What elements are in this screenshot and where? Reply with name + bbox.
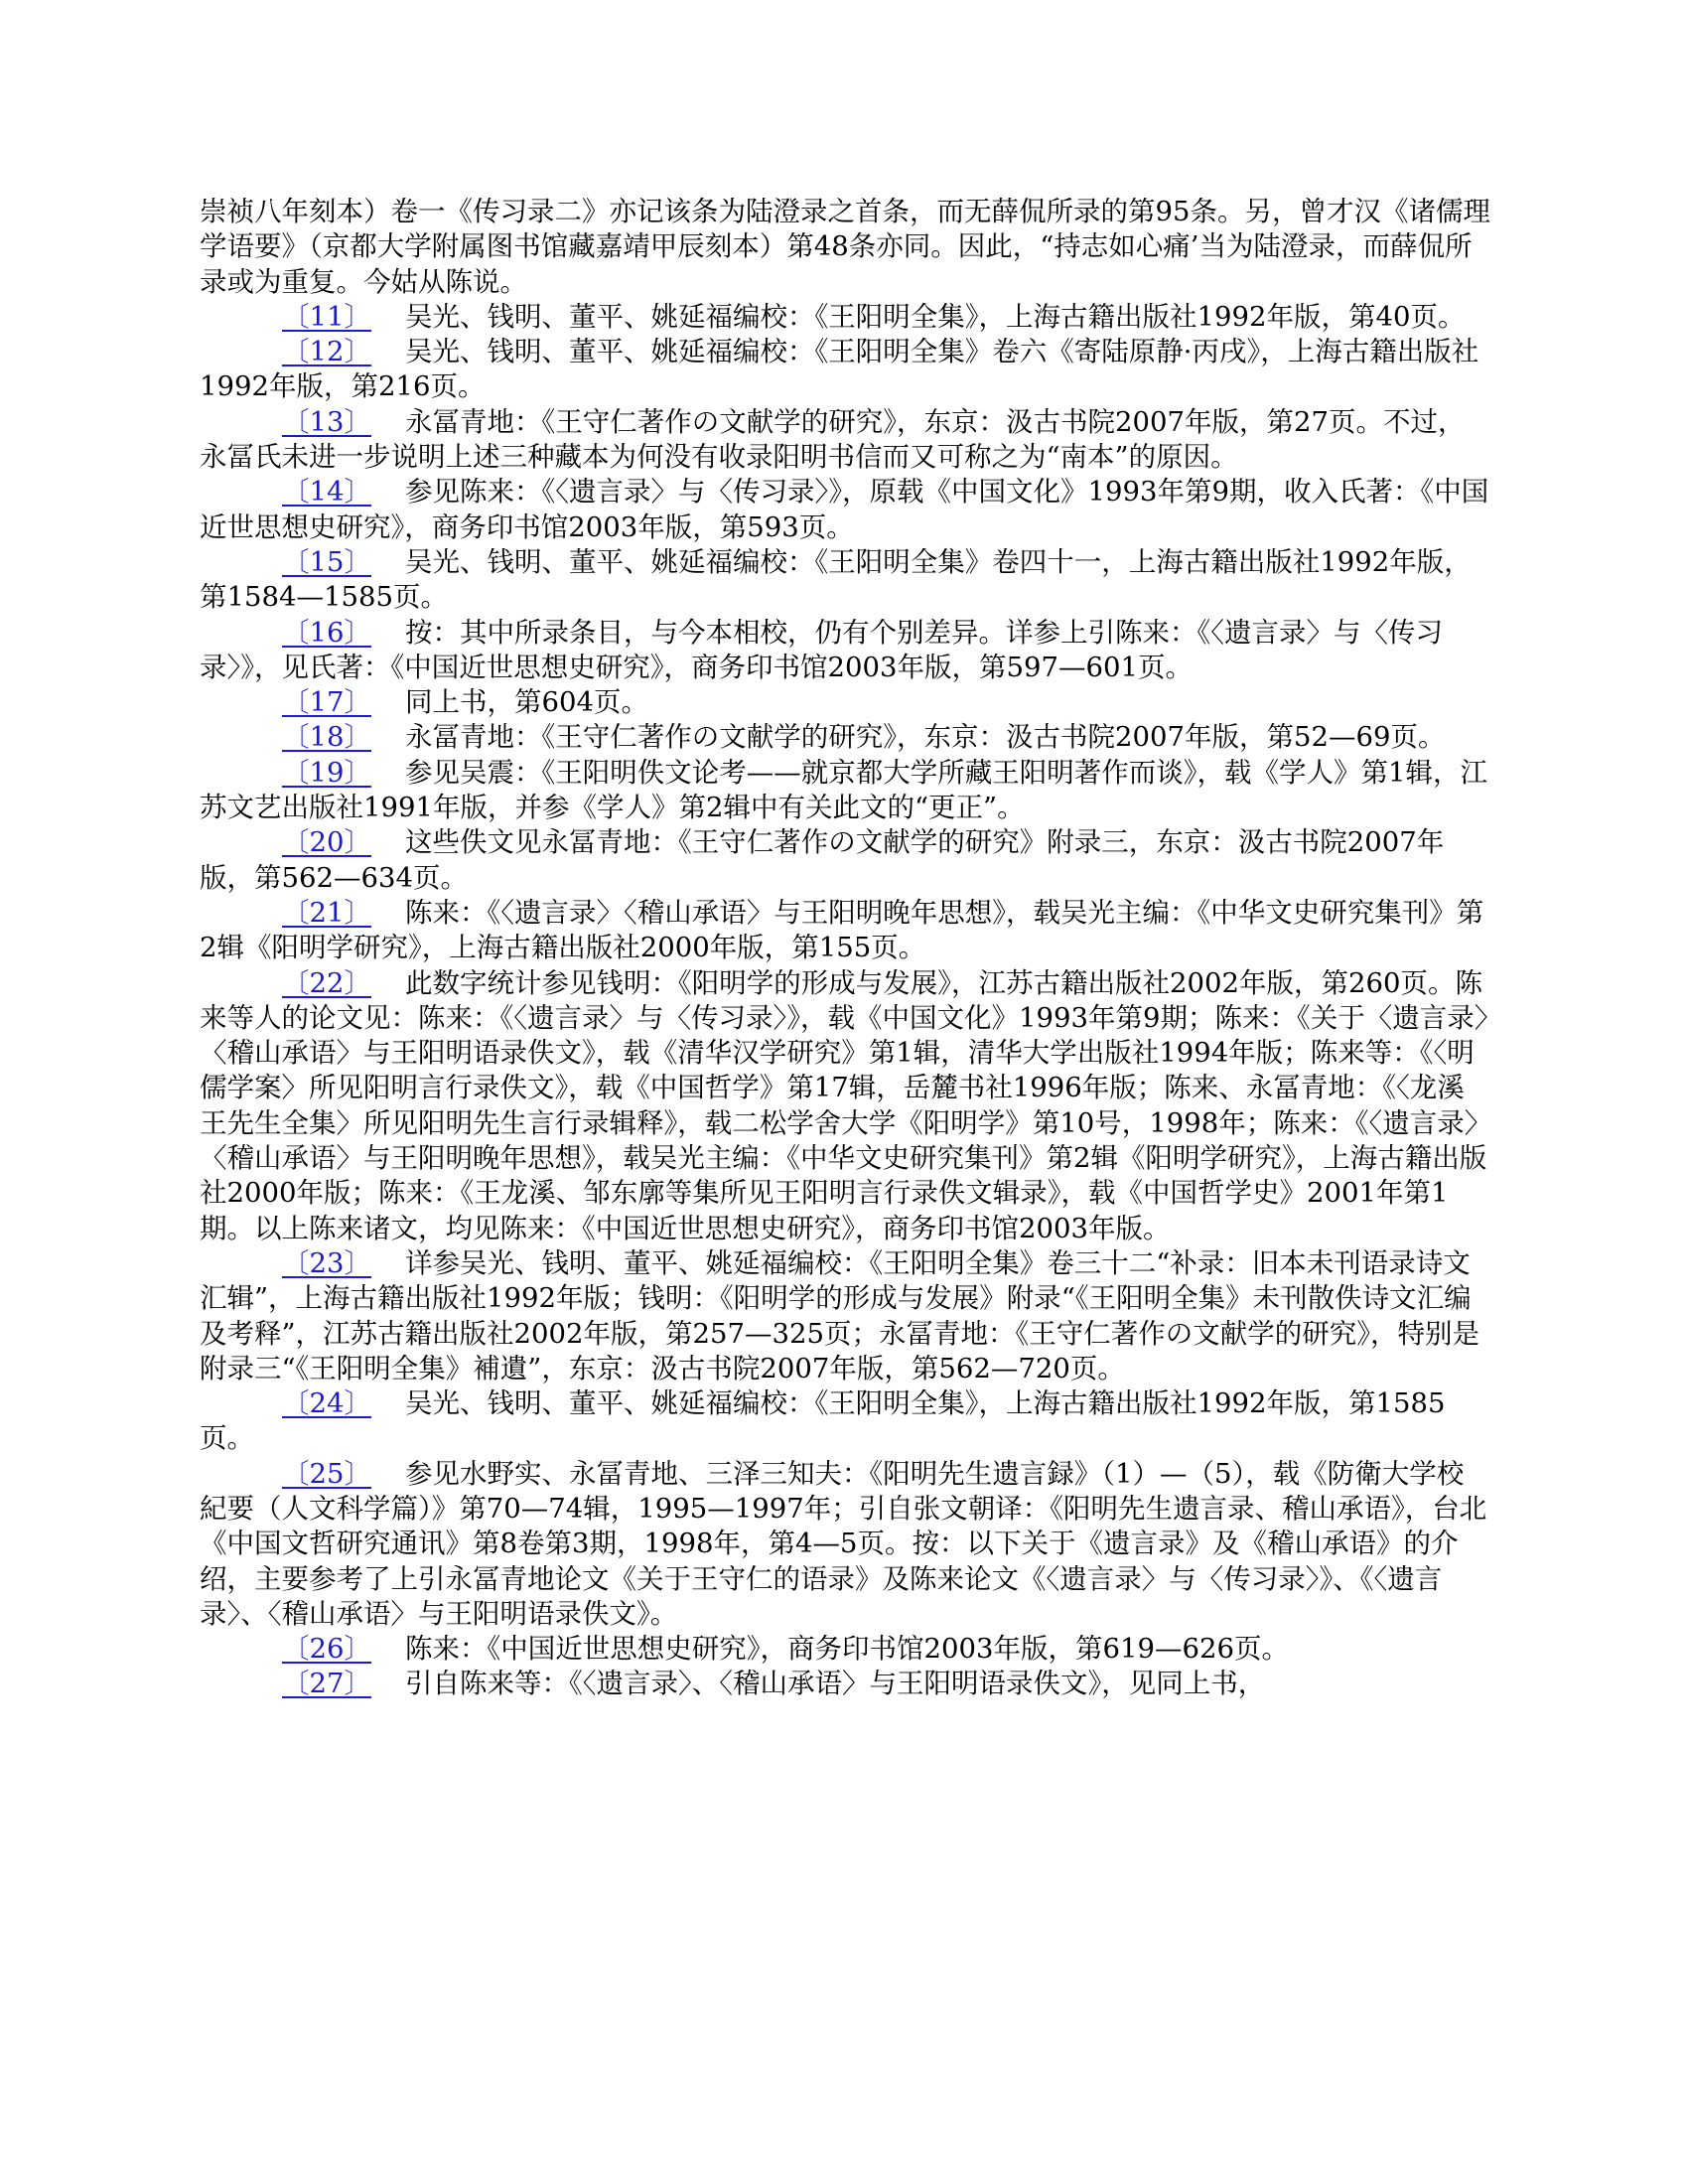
footnote-15 xyxy=(200,545,1490,616)
footnote-11 xyxy=(200,300,1490,335)
footnote-text: 此数字统计参见钱明：《阳明学的形成与发展》，江苏古籍出版社2002年版，第260页。陈来等人的论文见：陈来：《〈遗言录〉与〈传习录〉》，载《中国文化》1993年第9期；陈来：《关于〈遗言录〉〈稽山承语〉与王阳明语录佚文》，载《清华汉学研究》第1辑，清华大学出版社1994年版；陈来等：《〈明儒学案〉所见阳明言行录佚文》，载《中国哲学》第17辑，岳麓书社1996年版；陈来、永冨青地：《〈龙溪王先生全集〉所见阳明先生言行录辑释》，载二松学舍大学《阳明学》第10号，1998年；陈来：《〈遗言录〉〈稽山承语〉与王阳明晚年思想》，载吴光主编：《中华文史研究集刊》第2辑《阳明学研究》，上海古籍出版社2000年版；陈来：《王龙溪、邹东廓等集所见王阳明言行录佚文辑录》，载《中国哲学史》2001年第1期。以上陈来诸文，均见陈来：《中国近世思想史研究》，商务印书馆2003年版。 xyxy=(200,966,1488,1244)
footnote-text: 陈来：《中国近世思想史研究》，商务印书馆2003年版，第619—626页。 xyxy=(405,1633,1289,1666)
footnote-23 xyxy=(200,1246,1490,1386)
footnote-ref-link[interactable]: 〔12〕 xyxy=(282,336,371,368)
footnote-text: 吴光、钱明、董平、姚延福编校：《王阳明全集》，上海古籍出版社1992年版，第40页。 xyxy=(405,300,1466,333)
footnote-ref-link[interactable]: 〔22〕 xyxy=(282,966,371,999)
footnote-text: 陈来：《〈遗言录〉〈稽山承语〉与王阳明晚年思想》，载吴光主编：《中华文史研究集刊》第2辑《阳明学研究》，上海古籍出版社2000年版，第155页。 xyxy=(200,896,1484,964)
footnote-text: 参见吴震：《王阳明佚文论考——就京都大学所藏王阳明著作而谈》，载《学人》第1辑，江苏文艺出版社1991年版，并参《学人》第2辑中有关此文的“更正”。 xyxy=(200,756,1487,824)
footnote-ref-link[interactable]: 〔27〕 xyxy=(282,1668,371,1700)
footnotes-page xyxy=(200,195,1490,1702)
footnote-16 xyxy=(200,616,1490,686)
footnote-ref-link[interactable]: 〔26〕 xyxy=(282,1633,371,1666)
footnote-25 xyxy=(200,1457,1490,1632)
footnote-14 xyxy=(200,475,1490,545)
footnote-text: 吴光、钱明、董平、姚延福编校：《王阳明全集》，上海古籍出版社1992年版，第1585页。 xyxy=(200,1387,1446,1455)
footnote-ref-link[interactable]: 〔21〕 xyxy=(282,896,371,929)
footnote-24 xyxy=(200,1386,1490,1457)
footnote-text: 引自陈来等：《〈遗言录〉、〈稽山承语〉与王阳明语录佚文》，见同上书， xyxy=(405,1668,1266,1700)
footnote-text: 吴光、钱明、董平、姚延福编校：《王阳明全集》卷六《寄陆原静·丙戌》，上海古籍出版社1992年版，第216页。 xyxy=(200,336,1479,403)
footnote-ref-link[interactable]: 〔11〕 xyxy=(282,300,371,333)
footnote-ref-link[interactable]: 〔13〕 xyxy=(282,405,371,438)
footnote-19 xyxy=(200,756,1490,826)
footnote-text: 参见陈来：《〈遗言录〉与〈传习录〉》，原载《中国文化》1993年第9期，收入氏著：《中国近世思想史研究》，商务印书馆2003年版，第593页。 xyxy=(200,476,1489,543)
footnote-27 xyxy=(200,1667,1490,1701)
footnote-ref-link[interactable]: 〔15〕 xyxy=(282,545,371,578)
footnote-20 xyxy=(200,825,1490,896)
footnote-text: 详参吴光、钱明、董平、姚延福编校：《王阳明全集》卷三十二“补录：旧本未刊语录诗文汇辑”，上海古籍出版社1992年版；钱明：《阳明学的形成与发展》附录“《王阳明全集》未刊散佚诗文汇编及考释”，江苏古籍出版社2002年版，第257—325页；永冨青地：《王守仁著作の文献学的研究》，特别是附录三“《王阳明全集》補遺”，东京：汲古书院2007年版，第562—720页。 xyxy=(200,1246,1480,1384)
footnote-ref-link[interactable]: 〔25〕 xyxy=(282,1457,371,1490)
footnote-17 xyxy=(200,685,1490,720)
footnote-12 xyxy=(200,335,1490,405)
intro-paragraph: 崇祯八年刻本）卷一《传习录二》亦记该条为陆澄录之首条，而无薛侃所录的第95条。另，曾才汉《诸儒理学语要》（京都大学附属图书馆藏嘉靖甲辰刻本）第48条亦同。因此，“持志如心痛’当为陆澄录，而薛侃所录或为重复。今姑从陈说。 xyxy=(200,196,1490,298)
footnote-ref-link[interactable]: 〔16〕 xyxy=(282,616,371,649)
footnote-text: 永冨青地：《王守仁著作の文献学的研究》，东京：汲古书院2007年版，第27页。不过，永冨氏未进一步说明上述三种藏本为何没有收录阳明书信而又可称之为“南本”的原因。 xyxy=(200,405,1466,474)
footnote-ref-link[interactable]: 〔18〕 xyxy=(282,721,371,754)
footnote-text: 永冨青地：《王守仁著作の文献学的研究》，东京：汲古书院2007年版，第52—69页。 xyxy=(405,721,1446,754)
footnote-text: 这些佚文见永冨青地：《王守仁著作の文献学的研究》附录三，东京：汲古书院2007年版，第562—634页。 xyxy=(200,826,1445,894)
footnote-ref-link[interactable]: 〔24〕 xyxy=(282,1387,371,1420)
footnote-ref-link[interactable]: 〔20〕 xyxy=(282,826,371,859)
footnote-21 xyxy=(200,896,1490,966)
footnote-ref-link[interactable]: 〔14〕 xyxy=(282,476,371,509)
footnote-ref-link[interactable]: 〔17〕 xyxy=(282,686,371,719)
footnote-18 xyxy=(200,720,1490,755)
footnote-text: 参见水野实、永冨青地、三泽三知夫：《阳明先生遗言録》（1）—（5），载《防衛大学校紀要（人文科学篇）》第70—74辑，1995—1997年；引自张文朝译：《阳明先生遗言录、稽山承语》，台北《中国文哲研究通讯》第8卷第3期，1998年，第4—5页。按：以下关于《遗言录》及《稽山承语》的介绍，主要参考了上引永冨青地论文《关于王守仁的语录》及陈来论文《〈遗言录〉与〈传习录〉》、《〈遗言录〉、〈稽山承语〉与王阳明语录佚文》。 xyxy=(200,1457,1487,1630)
footnote-26 xyxy=(200,1632,1490,1667)
footnote-text: 吴光、钱明、董平、姚延福编校：《王阳明全集》卷四十一，上海古籍出版社1992年版，第1584—1585页。 xyxy=(200,545,1472,614)
footnote-text: 同上书，第604页。 xyxy=(405,686,648,719)
footnote-text: 按：其中所录条目，与今本相校，仍有个别差异。详参上引陈来：《〈遗言录〉与〈传习录〉》，见氏著：《中国近世思想史研究》，商务印书馆2003年版，第597—601页。 xyxy=(200,616,1443,683)
footnote-13 xyxy=(200,405,1490,476)
footnote-ref-link[interactable]: 〔23〕 xyxy=(282,1246,371,1279)
footnote-ref-link[interactable]: 〔19〕 xyxy=(282,756,371,789)
footnote-22 xyxy=(200,966,1490,1246)
